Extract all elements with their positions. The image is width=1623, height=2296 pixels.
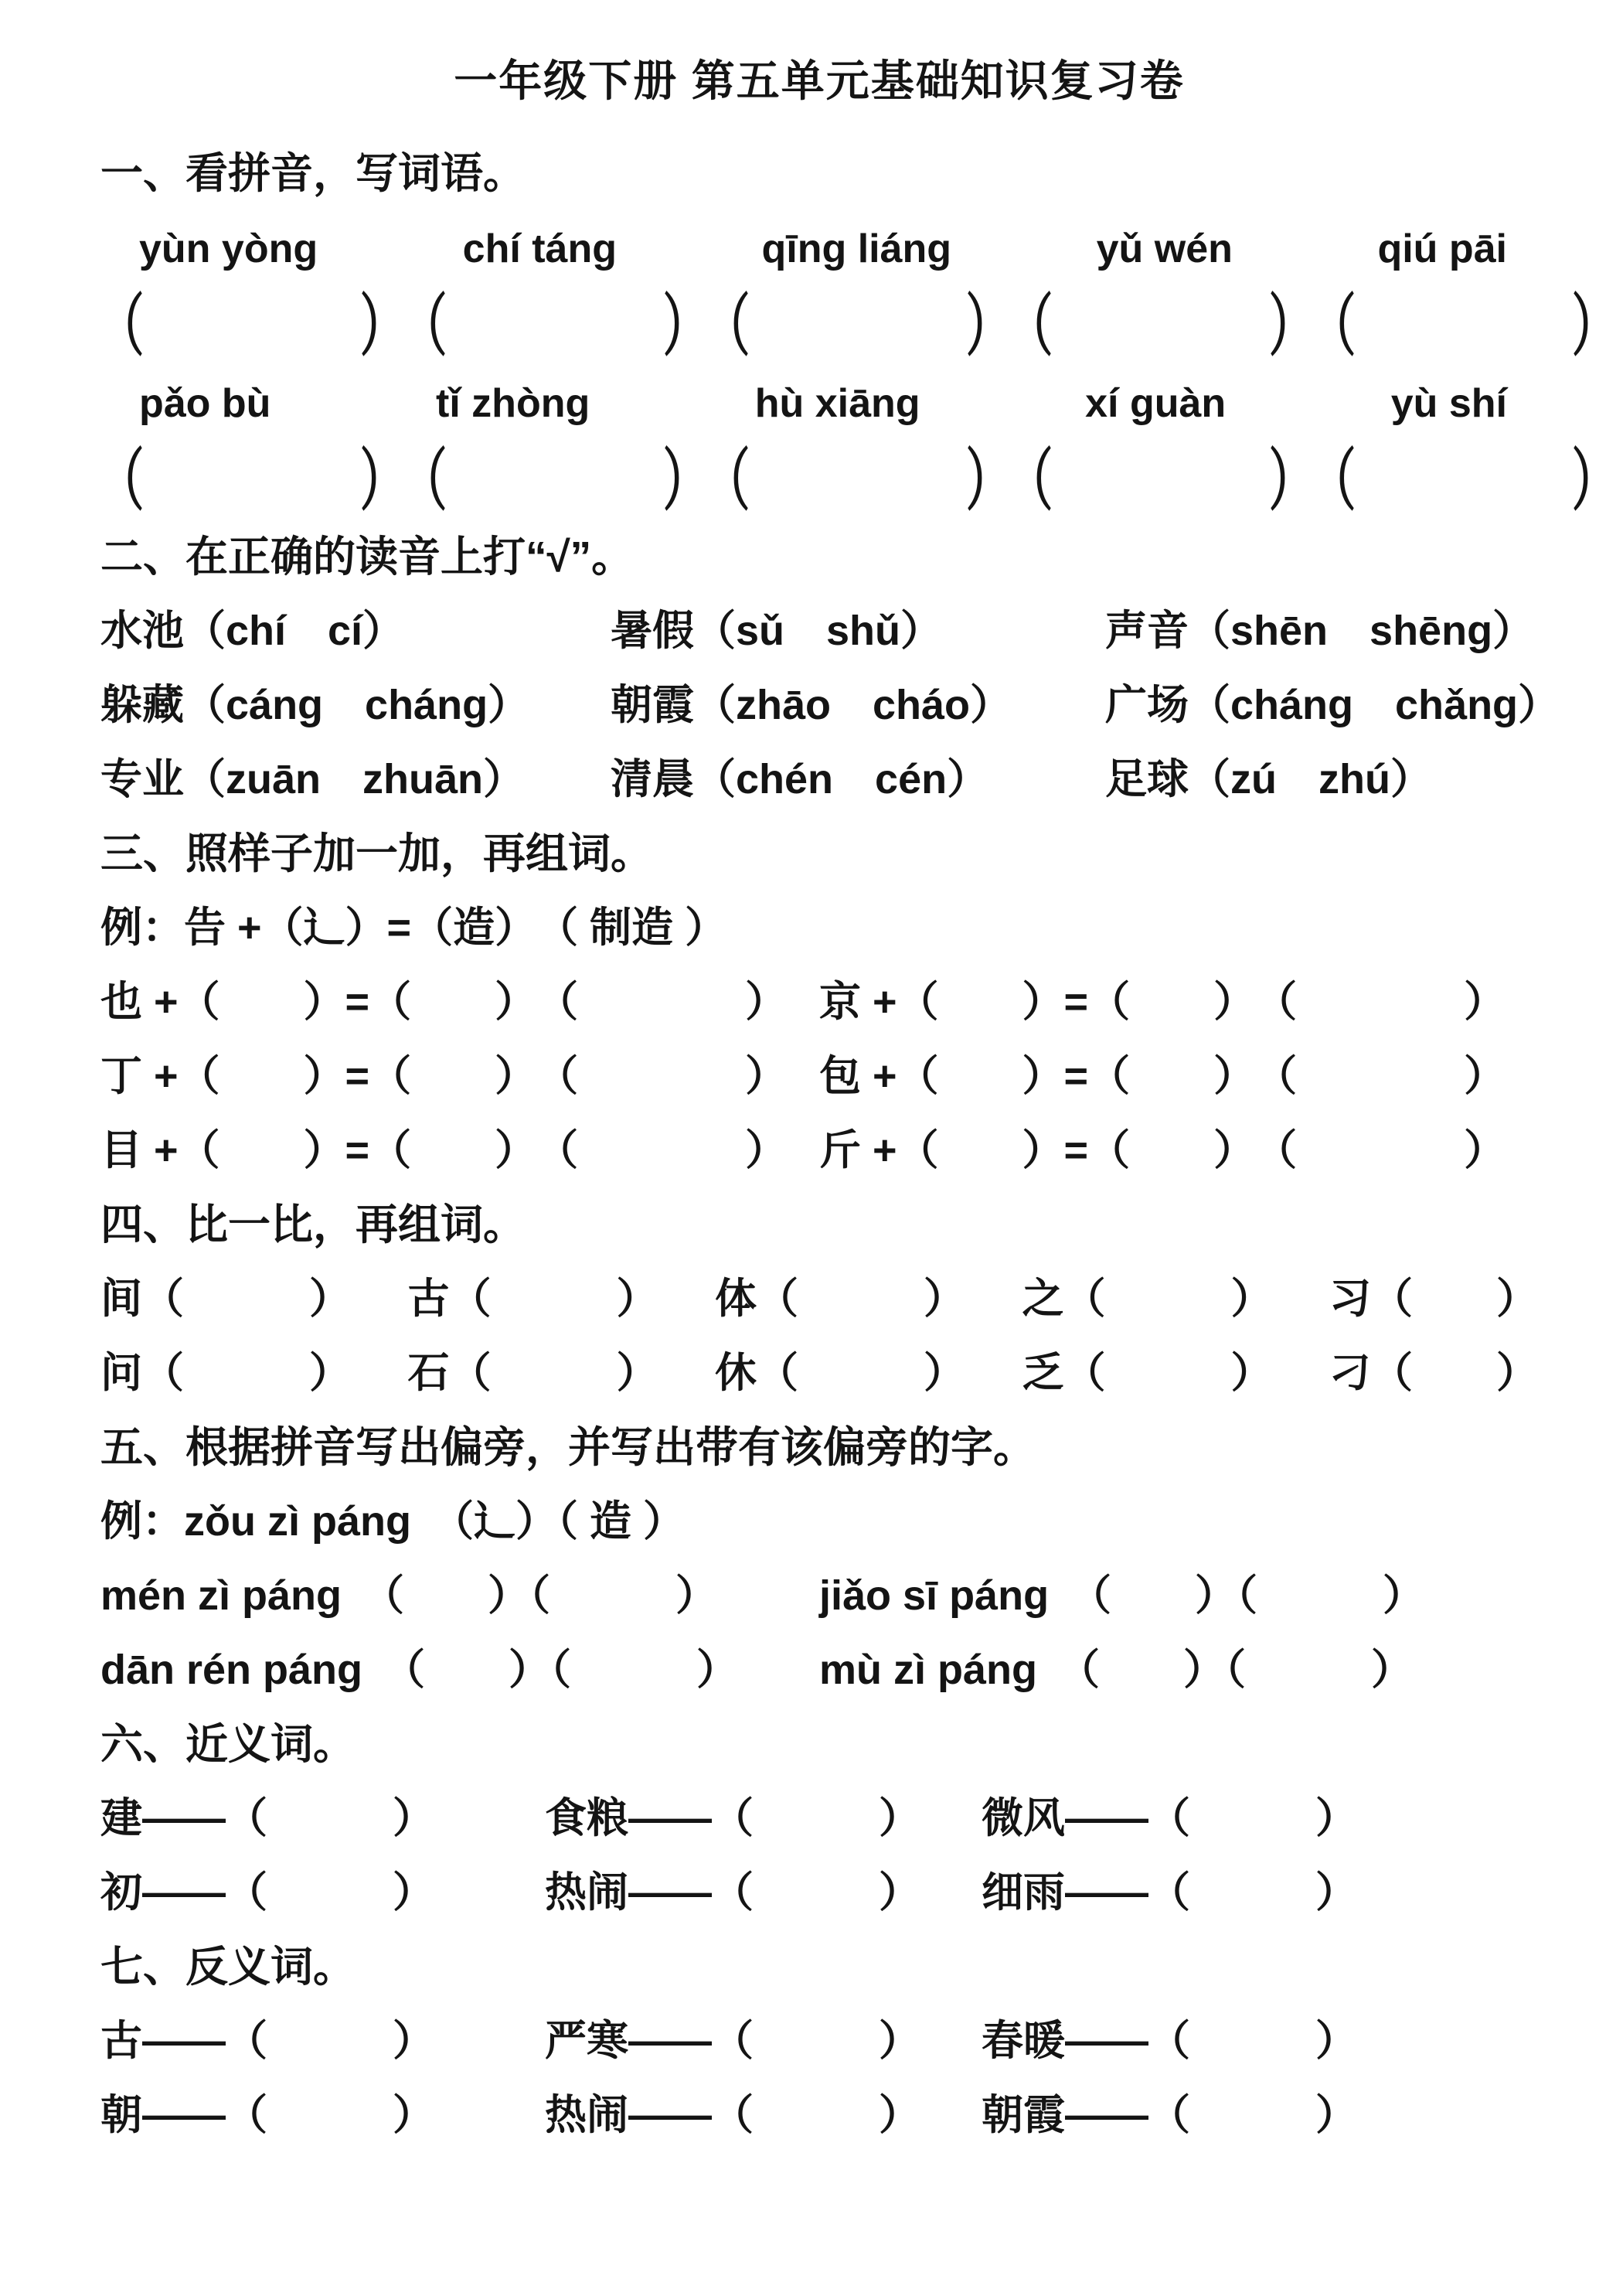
antonym-item: 古——（ ） [100,2018,434,2064]
antonym-item: 朝霞——（ ） [982,2092,1357,2138]
compare-item: 体（ ） [715,1276,965,1322]
compare-item: 石（ ） [407,1350,658,1396]
synonym-item: 建——（ ） [100,1795,434,1841]
add-radical-item: 丁 +（ ）=（ ） （ ） [100,1053,788,1099]
radical-item: dān rén páng （ ）（ ） [100,1647,739,1693]
pronunciation-item: 专业（zuān zhuān） [100,756,525,802]
section-2-heading: 二、在正确的读音上打“√”。 [100,533,635,581]
synonym-row [100,1855,1538,1930]
synonym-item: 初——（ ） [100,1869,434,1916]
synonym-item: 热闹——（ ） [545,1869,920,1916]
add-radical-item: 也 +（ ）=（ ） （ ） [100,979,788,1025]
add-radical-item: 包 +（ ）=（ ） （ ） [819,1053,1506,1099]
compare-row [100,1262,1538,1336]
pronunciation-item: 广场（cháng chǎng） [1105,682,1560,728]
synonym-item: 细雨——（ ） [982,1869,1357,1916]
add-radical-row [100,1039,1538,1113]
section-2-choose-pronunciation [100,519,1560,816]
pronunciation-item: 水池（chí cí） [100,608,405,654]
pinyin-word: qīng liáng [761,227,952,271]
compare-item: 习（ ） [1329,1276,1538,1322]
pinyin-word: chí táng [462,227,617,271]
section-5-example: 例：zǒu zì páng （辶）（ 造 ） [100,1498,685,1545]
section-3-example: 例：告 +（辶）=（造） （ 制造 ） [100,904,727,951]
section-6-synonyms [100,1707,1538,1930]
add-radical-item: 京 +（ ）=（ ） （ ） [819,979,1506,1025]
pinyin-word: qiú pāi [1377,227,1507,271]
antonym-item: 朝——（ ） [100,2092,434,2138]
pronunciation-row [100,742,1538,816]
page-title: 一年级下册 第五单元基础知识复习卷 [454,56,1185,105]
answer-blank: （ ） [1009,288,1312,364]
compare-item: 之（ ） [1022,1276,1273,1322]
section-3-add-radical [100,816,1538,1187]
pinyin-word: tǐ zhòng [435,381,590,426]
pronunciation-item: 清晨（chén cén） [611,756,989,802]
answer-blank: （ ） [706,442,1009,519]
radical-item: mén zì páng （ ）（ ） [100,1572,718,1619]
synonym-item: 食粮——（ ） [545,1795,920,1841]
pinyin-word: xí guàn [1085,381,1227,426]
pronunciation-item: 暑假（sǔ shǔ） [611,608,943,654]
compare-row [100,1336,1538,1410]
pronunciation-item: 声音（shēn shēng） [1105,608,1535,654]
pinyin-word: pǎo bù [139,381,271,426]
radical-row [100,1633,1538,1707]
compare-item: 刁（ ） [1329,1350,1538,1396]
pinyin-word: hù xiāng [754,381,920,426]
compare-item: 间（ ） [100,1276,351,1322]
antonym-item: 严寒——（ ） [545,2018,920,2064]
section-6-heading: 六、近义词。 [100,1720,356,1768]
radical-row [100,1558,1538,1633]
section-4-heading: 四、比一比，再组词。 [100,1201,526,1248]
compare-item: 古（ ） [407,1276,658,1322]
pinyin-word: yùn yòng [139,227,318,271]
compare-item: 乏（ ） [1022,1350,1273,1396]
answer-blank: （ ） [403,288,706,364]
pronunciation-item: 足球（zú zhú） [1105,756,1432,802]
answer-blank: （ ） [100,288,403,364]
answer-blank: （ ） [403,442,706,519]
section-5-heading: 五、根据拼音写出偏旁，并写出带有该偏旁的字。 [100,1423,1036,1471]
pinyin-word: yù shí [1390,381,1507,426]
answer-blank-row-2 [100,442,1615,519]
synonym-row [100,1781,1538,1855]
add-radical-item: 斤 +（ ）=（ ） （ ） [819,1127,1506,1174]
answer-blank: （ ） [100,442,403,519]
section-1-heading: 一、看拼音，写词语。 [100,149,526,197]
answer-blank: （ ） [706,288,1009,364]
synonym-item: 微风——（ ） [982,1795,1357,1841]
section-4-compare-words [100,1187,1538,1410]
section-7-heading: 七、反义词。 [100,1943,356,1991]
radical-item: jiǎo sī páng （ ）（ ） [819,1572,1425,1619]
antonym-item: 春暖——（ ） [982,2018,1357,2064]
answer-blank: （ ） [1009,442,1312,519]
add-radical-row [100,965,1538,1039]
answer-blank-row-1 [100,288,1615,365]
answer-blank: （ ） [1312,288,1615,364]
compare-item: 问（ ） [100,1350,351,1396]
answer-blank: （ ） [1312,442,1615,519]
pronunciation-item: 朝霞（zhāo cháo） [611,682,1012,728]
antonym-row [100,2004,1538,2078]
add-radical-row [100,1113,1538,1187]
antonym-item: 热闹——（ ） [545,2092,920,2138]
pronunciation-item: 躲藏（cáng cháng） [100,682,530,728]
section-3-heading: 三、照样子加一加，再组词。 [100,829,654,877]
compare-item: 休（ ） [715,1350,965,1396]
add-radical-item: 目 +（ ）=（ ） （ ） [100,1127,788,1174]
radical-item: mù zì páng （ ）（ ） [819,1647,1413,1693]
section-7-antonyms [100,1930,1538,2152]
pronunciation-row [100,594,1538,668]
section-1-pinyin-dictation [100,136,1615,519]
pronunciation-row [100,668,1560,742]
section-5-radical-from-pinyin [100,1410,1538,1707]
antonym-row [100,2078,1538,2152]
pinyin-word: yǔ wén [1096,227,1233,271]
